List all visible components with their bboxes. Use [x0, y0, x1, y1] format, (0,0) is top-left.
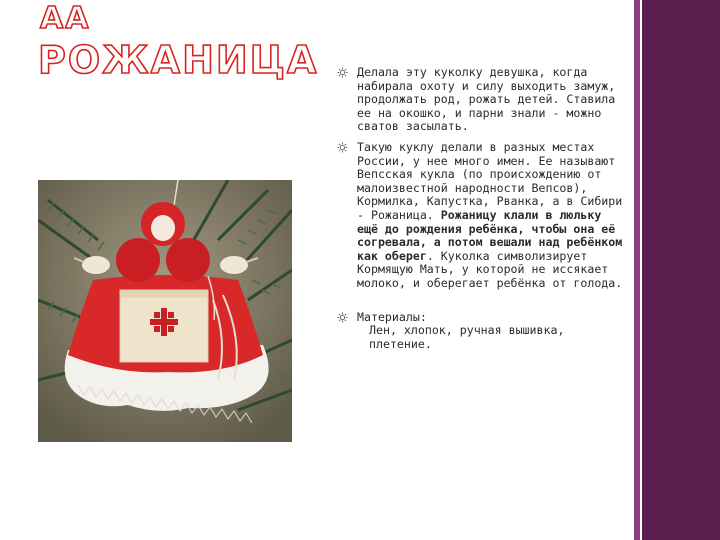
bullet-text-2a: Такую куклу делали в разных местах России, у нее много имен. Ее называют Вепсская кукла (по происхождению от малоизвестной народности Вепсов), Кормилка, Капустка, Рванка, а в Сибири - Рожаница. — [357, 139, 623, 222]
bullet-text-2b: . Куколка символизирует Кормящую Мать, у которой не иссякает молоко, и оберегает ребёнка от голода. — [357, 248, 623, 290]
bullet-text-1: Делала эту куколку девушка, когда набирала охоту и силу выходить замуж, продолжать род, рожать детей. Ставила ее на окошко, и парни знали - можно сватов засылать. — [357, 65, 616, 134]
doll-photo — [38, 180, 292, 442]
sun-bullet-icon — [337, 67, 348, 78]
decor-bar-wide — [642, 0, 720, 540]
bullet-text-2-bold: Рожаницу клали в люльку ещё до рождения ребёнка, чтобы она её согревала, а потом вешали над ребёнком как оберег — [357, 207, 623, 263]
bullet-item-3 — [337, 311, 627, 352]
sun-bullet-icon — [337, 142, 348, 153]
sun-bullet-icon — [337, 312, 348, 323]
materials-label: Материалы: — [357, 309, 427, 324]
title-prefix: АА — [40, 1, 91, 36]
bullet-list — [337, 66, 627, 351]
bullet-item-1 — [337, 66, 627, 134]
rag-doll-photo — [38, 180, 292, 442]
slide-title: РОЖАНИЦА — [38, 38, 319, 82]
materials-value: Лен, хлопок, ручная вышивка, плетение. — [369, 323, 565, 351]
decor-bar-thin — [634, 0, 640, 540]
bullet-item-2 — [337, 141, 627, 291]
